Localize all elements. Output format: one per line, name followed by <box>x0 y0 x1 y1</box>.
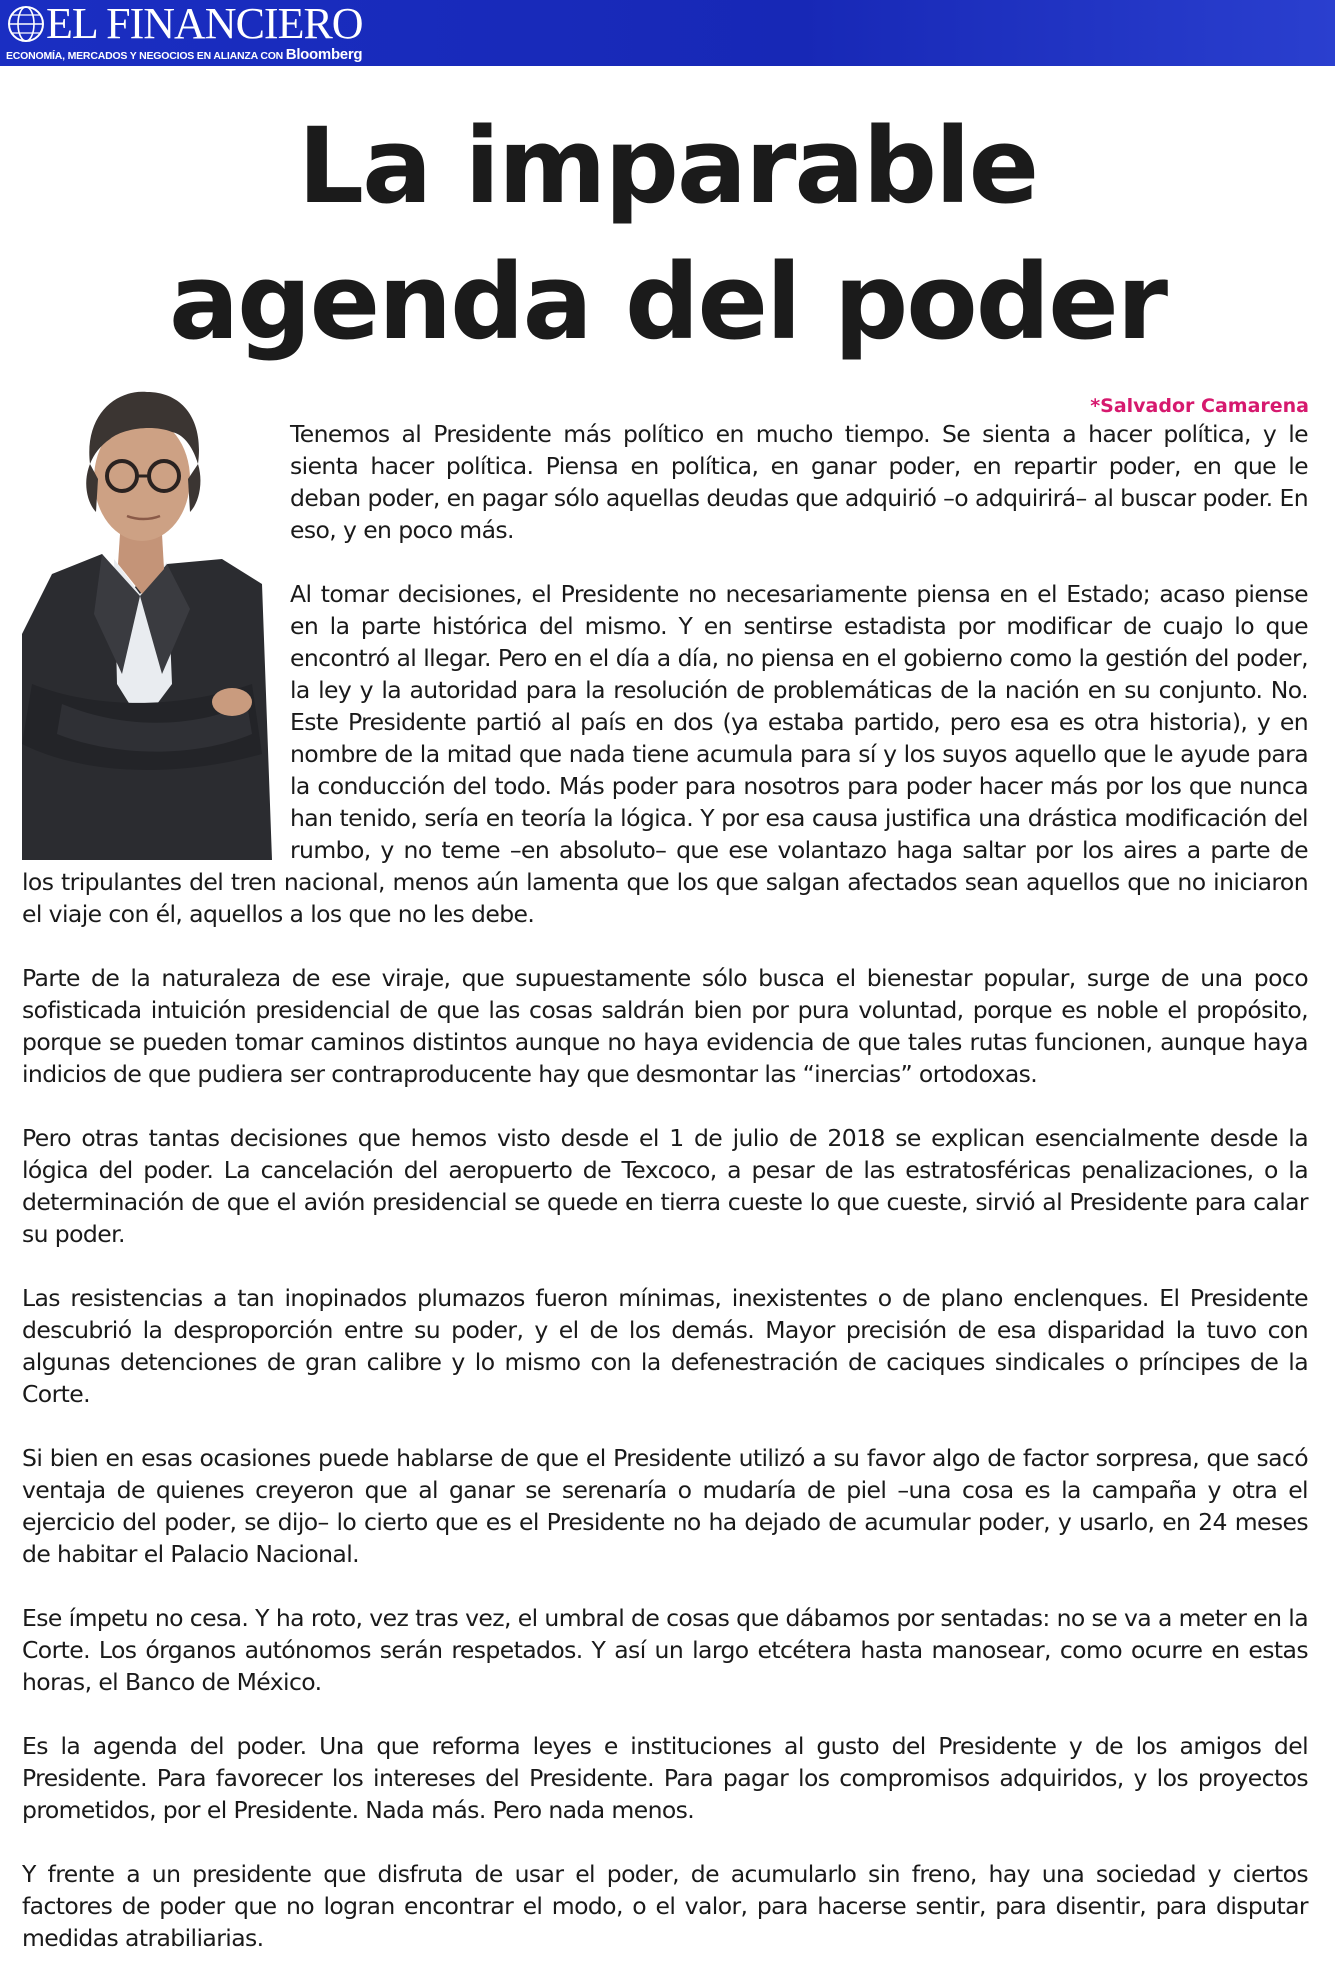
article-paragraph-9 <box>22 1858 1308 1954</box>
logo-wordmark: EL FINANCIERO <box>46 0 363 48</box>
paragraph-text: Parte de la naturaleza de ese viraje, que supuestamente sólo busca el bienestar popular, surge de una poco sofisticada intuición presidencial de que las cosas saldrán bien por pura voluntad, porque es noble el propósito, porque se pueden tomar caminos distintos aunque no haya evidencia de que tales rutas funcionen, aunque haya indicios de que pudiera ser contraproducente hay que desmontar las “inercias” ortodoxas. <box>22 964 1308 1088</box>
article-paragraph-4 <box>22 1122 1308 1250</box>
paragraph-text: Pero otras tantas decisiones que hemos visto desde el 1 de julio de 2018 se explican esencialmente desde la lógica del poder. La cancelación del aeropuerto de Texcoco, a pesar de las estratosféricas penalizaciones, o la determinación de que el avión presidencial se quede en tierra cueste lo que cueste, sirvió al Presidente para calar su poder. <box>22 1124 1308 1248</box>
paragraph-text: Al tomar decisiones, el Presidente no necesariamente piensa en el Estado; acaso piense en la parte histórica del mismo. Y en sentirse estadista por modificar de cuajo lo que encontró al llegar. Pero en el día a día, no piensa en el gobierno como la gestión del poder, la ley y la autoridad para la resolución de problemáticas de la nación en su conjunto. No. Este Presidente partió al país en dos (ya estaba partido, pero esa es otra historia), y en nombre de la mitad que nada tiene acumula para sí y los suyos aquello que le ayude para la conducción del todo. Más poder para nosotros para poder hacer más por los que nunca han tenido, sería en teoría la lógica. Y por esa causa justifica una drástica modificación del rumbo, y no teme –en absoluto– que ese volantazo haga saltar por los aires a parte de <box>290 580 1308 864</box>
paragraph-text: Y frente a un presidente que disfruta de usar el poder, de acumularlo sin freno, hay una sociedad y ciertos factores de poder que no logran encontrar el modo, o el valor, para hacerse sentir, para disentir, para disputar medidas atrabiliarias. <box>22 1860 1308 1952</box>
title-line-2: agenda del poder <box>168 241 1167 363</box>
article-paragraph-2 <box>290 578 1308 866</box>
title-line-1: La imparable <box>297 105 1038 227</box>
author-photo <box>22 384 272 860</box>
article-paragraph-7 <box>22 1602 1308 1698</box>
globe-icon <box>6 4 46 44</box>
paragraph-text: los tripulantes del tren nacional, menos aún lamenta que los que salgan afectados sean aquellos que no iniciaron el viaje con él, aquellos a los que no les debe. <box>22 868 1308 928</box>
paragraph-text: Tenemos al Presidente más político en mucho tiempo. Se sienta a hacer política, y le sienta hacer política. Piensa en política, en ganar poder, en repartir poder, en que le deban poder, en pagar sólo aquellas deudas que adquirió –o adquirirá– al buscar poder. En eso, y en poco más. <box>290 420 1308 544</box>
article-paragraph-1 <box>290 418 1308 546</box>
article-paragraph-2-continued <box>22 866 1308 930</box>
masthead <box>0 0 1335 66</box>
article-paragraph-3 <box>22 962 1308 1090</box>
partner-name: Bloomberg <box>285 46 363 63</box>
paragraph-text: Es la agenda del poder. Una que reforma leyes e instituciones al gusto del Presidente y de los amigos del Presidente. Para favorecer los intereses del Presidente. Para pagar los compromisos adquiridos, y los proyectos prometidos, por el Presidente. Nada más. Pero nada menos. <box>22 1732 1308 1824</box>
author-byline: *Salvador Camarena <box>1090 395 1309 417</box>
tagline-text: ECONOMÍA, MERCADOS Y NEGOCIOS EN ALIANZA CON <box>6 50 284 62</box>
paragraph-text: Si bien en esas ocasiones puede hablarse de que el Presidente utilizó a su favor algo de factor sorpresa, que sacó ventaja de quienes creyeron que al ganar se serenaría o mudaría de piel –una cosa es la campaña y otra el ejercicio del poder, se dijo– lo cierto que es el Presidente no ha dejado de acumular poder, y usarlo, en 24 meses de habitar el Palacio Nacional. <box>22 1444 1308 1568</box>
article-paragraph-5 <box>22 1282 1308 1410</box>
paragraph-text: Las resistencias a tan inopinados plumazos fueron mínimas, inexistentes o de plano enclenques. El Presidente descubrió la desproporción entre su poder, y el de los demás. Mayor precisión de esa disparidad la tuvo con algunas detenciones de gran calibre y lo mismo con la defenestración de caciques sindicales o príncipes de la Corte. <box>22 1284 1308 1408</box>
paragraph-text: Ese ímpetu no cesa. Y ha roto, vez tras vez, el umbral de cosas que dábamos por sentadas: no se va a meter en la Corte. Los órganos autónomos serán respetados. Y así un largo etcétera hasta manosear, como ocurre en estas horas, el Banco de México. <box>22 1604 1308 1696</box>
logo[interactable] <box>6 0 406 66</box>
logo-tagline <box>6 46 362 63</box>
article-title <box>0 98 1335 370</box>
article-paragraph-6 <box>22 1442 1308 1570</box>
article-paragraph-8 <box>22 1730 1308 1826</box>
